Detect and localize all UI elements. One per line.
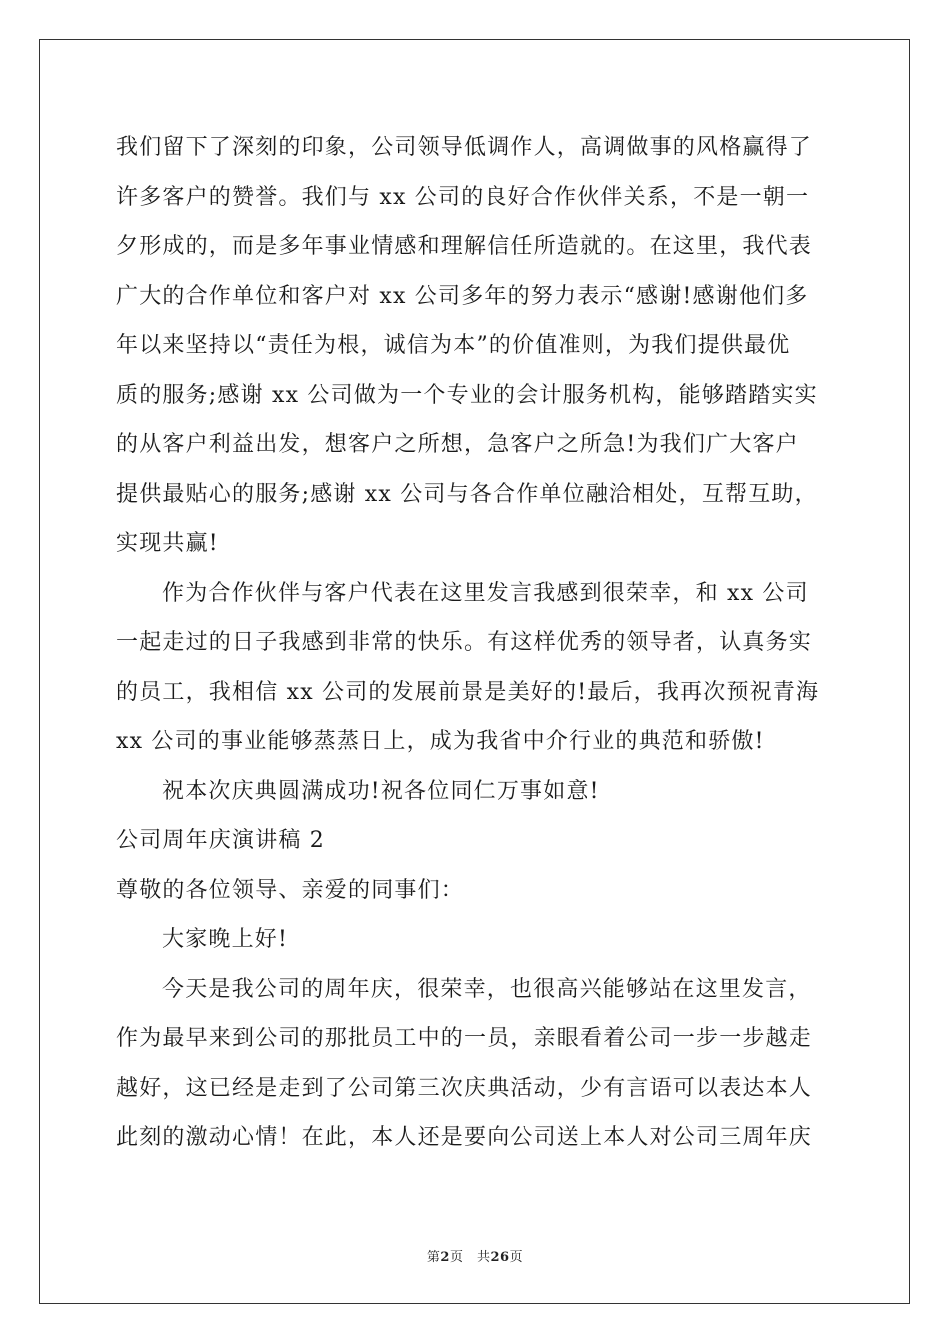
text-line: 夕形成的，而是多年事业情感和理解信任所造就的。在这里，我代表 xyxy=(116,234,813,259)
text-line: 实现共赢! xyxy=(116,531,219,556)
text-line: 提供最贴心的服务;感谢 xx 公司与各合作单位融洽相处，互帮互助， xyxy=(116,481,818,507)
section-heading: 公司周年庆演讲稿 2 xyxy=(116,828,325,853)
page-footer xyxy=(0,1246,950,1265)
page-suffix: 页 xyxy=(509,1250,524,1265)
page-prefix: 第 xyxy=(426,1250,441,1265)
text-line: 的从客户利益出发，想客户之所想，急客户之所急!为我们广大客户 xyxy=(116,432,799,457)
greeting: 大家晚上好! xyxy=(162,927,289,952)
text-line: 广大的合作单位和客户对 xx 公司多年的努力表示“感谢!感谢他们多 xyxy=(116,283,809,309)
salutation: 尊敬的各位领导、亲爱的同事们： xyxy=(116,877,465,903)
text-line: 越好，这已经是走到了公司第三次庆典活动，少有言语可以表达本人 xyxy=(116,1075,813,1101)
document-body xyxy=(116,133,836,1173)
text-line: 年以来坚持以“责任为根，诚信为本”的价值准则，为我们提供最优 xyxy=(116,333,791,358)
page-mid: 页 共 xyxy=(449,1250,491,1265)
total-pages: 26 xyxy=(490,1250,510,1265)
text-line: 作为最早来到公司的那批员工中的一员，亲眼看着公司一步一步越走 xyxy=(116,1026,813,1051)
paragraph-start-line: 作为合作伙伴与客户代表在这里发言我感到很荣幸，和 xx 公司 xyxy=(162,580,809,606)
text-line: 质的服务;感谢 xx 公司做为一个专业的会计服务机构，能够踏踏实实 xyxy=(116,382,818,408)
paragraph-start-line: 祝本次庆典圆满成功!祝各位同仁万事如意! xyxy=(162,778,600,804)
text-line: 许多客户的赞誉。我们与 xx 公司的良好合作伙伴关系，不是一朝一 xyxy=(116,184,810,210)
text-line: 此刻的激动心情！在此，本人还是要向公司送上本人对公司三周年庆 xyxy=(116,1125,813,1150)
text-line: xx 公司的事业能够蒸蒸日上，成为我省中介行业的典范和骄傲! xyxy=(116,729,765,754)
page-number: 2 xyxy=(440,1250,450,1265)
text-line: 我们留下了深刻的印象，公司领导低调作人，高调做事的风格赢得了 xyxy=(116,135,813,160)
text-line: 一起走过的日子我感到非常的快乐。有这样优秀的领导者，认真务实 xyxy=(116,630,813,655)
paragraph-start-line: 今天是我公司的周年庆，很荣幸，也很高兴能够站在这里发言， xyxy=(162,976,812,1002)
text-line: 的员工，我相信 xx 公司的发展前景是美好的!最后，我再次预祝青海 xyxy=(116,679,820,705)
